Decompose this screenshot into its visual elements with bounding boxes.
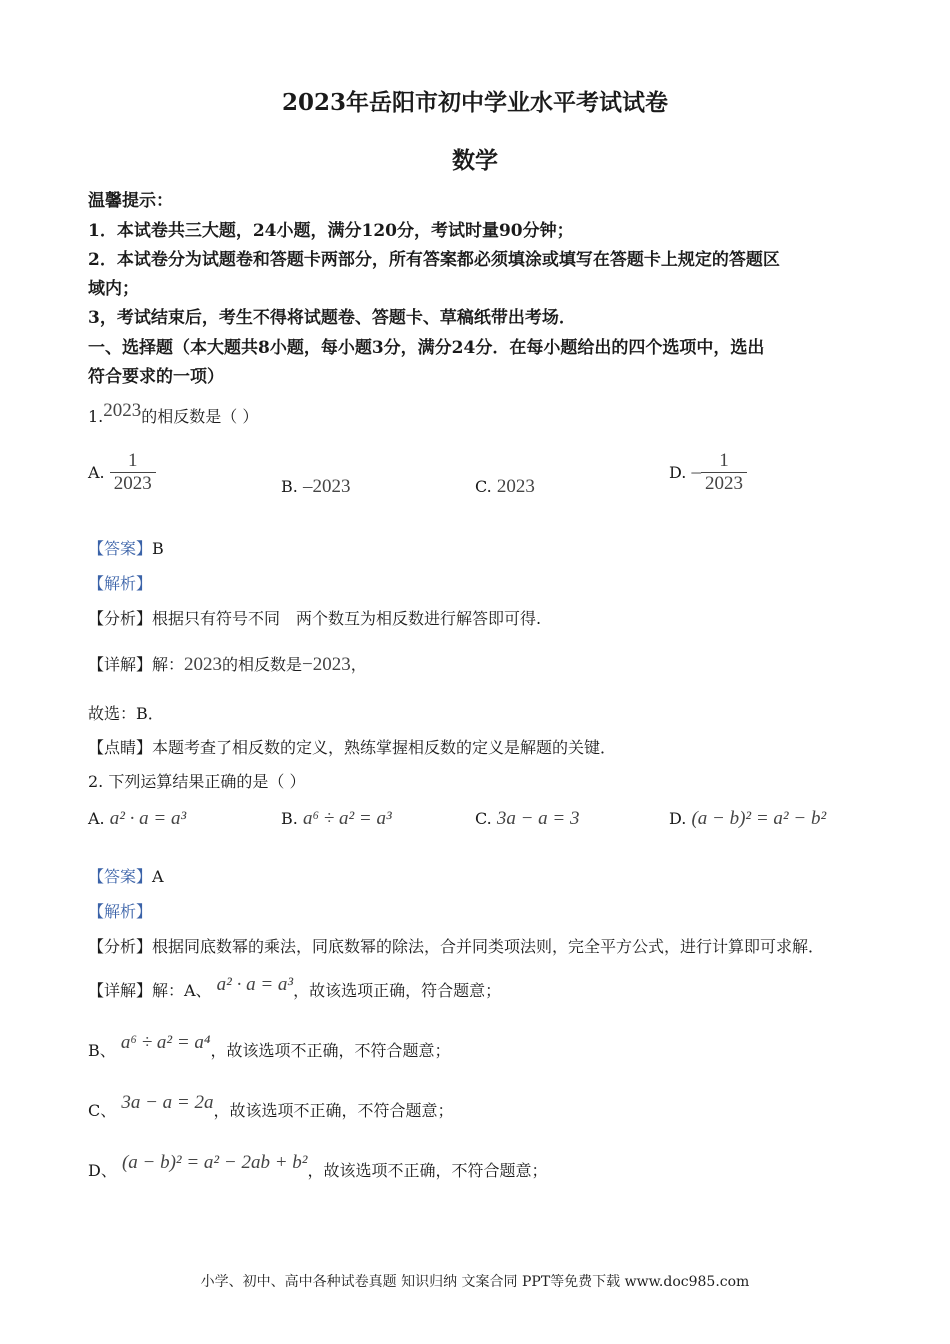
q1-choose: 故选：B． [88, 704, 164, 723]
q1-comment: 【点睛】本题考查了相反数的定义，熟练掌握相反数的定义是解题的关键． [88, 738, 617, 757]
tips-line-3: 3，考试结束后，考生不得将试题卷、答题卡、草稿纸带出考场． [88, 308, 576, 328]
q1-analysis-tag: 【解析】 [88, 574, 153, 593]
q1-option-a: A. $\frac{1}{2023}$ [88, 450, 156, 495]
tips-line-2a: 2．本试卷分为试题卷和答题卡两部分，所有答案都必须填涂或填写在答题卡上规定的答题区 [88, 250, 780, 270]
q1-analysis: 【分析】根据只有符号不同 两个数互为相反数进行解答即可得. [88, 609, 542, 628]
q1-option-c: C. 2023 [475, 476, 535, 497]
q2-option-c: C. 3a − a = 3 [475, 808, 580, 829]
q1-option-b: B. –2023 [281, 476, 351, 497]
q2-analysis: 【分析】根据同底数幂的乘法，同底数幂的除法，合并同类项法则，完全平方公式，进行计算即可求解． [88, 937, 825, 956]
q2-detail-d: D、 (a − b)² = a² − 2ab + b²，故该选项不正确，不符合题意； [88, 1152, 548, 1180]
q1-answer: 【答案】B [88, 539, 164, 558]
tips-line-1: 1．本试卷共三大题，24小题，满分120分，考试时量90分钟； [88, 221, 574, 241]
section1-line-1: 一、选择题（本大题共8小题，每小题3分，满分24分．在每小题给出的四个选项中，选出 [88, 338, 765, 358]
q2-detail-c: C、 3a − a = 2a，故该选项不正确，不符合题意； [88, 1092, 454, 1120]
page-footer: 小学、初中、高中各种试卷真题 知识归纳 文案合同 PPT等免费下载 www.doc985.com [200, 1274, 750, 1290]
q2-option-d: D. (a − b)² = a² − b² [669, 808, 827, 829]
tips-line-2b: 域内； [88, 279, 139, 299]
q2-detail-b: B、 a⁶ ÷ a² = a⁴，故该选项不正确，不符合题意； [88, 1032, 451, 1060]
fraction: $\frac{1}{2023}$ [110, 450, 156, 495]
q1-detail: 【详解】解：2023的相反数是−2023， [88, 654, 367, 675]
subject-title: 数学 [452, 147, 498, 174]
q2-option-b: B. a⁶ ÷ a² = a³ [281, 808, 392, 829]
q1-stem: 1.2023的相反数是（ ） [88, 400, 259, 426]
q2-detail-a: 【详解】解：A、 a² · a = a³，故该选项正确，符合题意； [88, 974, 502, 1000]
q2-option-a: A. a² · a = a³ [88, 808, 187, 829]
exam-title: 2023年岳阳市初中学业水平考试试卷 [281, 89, 668, 116]
q1-option-d: D. – $\frac{1}{2023}$ [669, 450, 747, 495]
q2-stem: 2. 下列运算结果正确的是（ ） [88, 772, 306, 791]
q2-answer: 【答案】A [88, 867, 164, 886]
tips-heading: 温馨提示： [88, 191, 173, 211]
q2-analysis-tag: 【解析】 [88, 902, 153, 921]
fraction: $\frac{1}{2023}$ [701, 450, 747, 495]
section1-line-2: 符合要求的一项） [88, 367, 224, 387]
